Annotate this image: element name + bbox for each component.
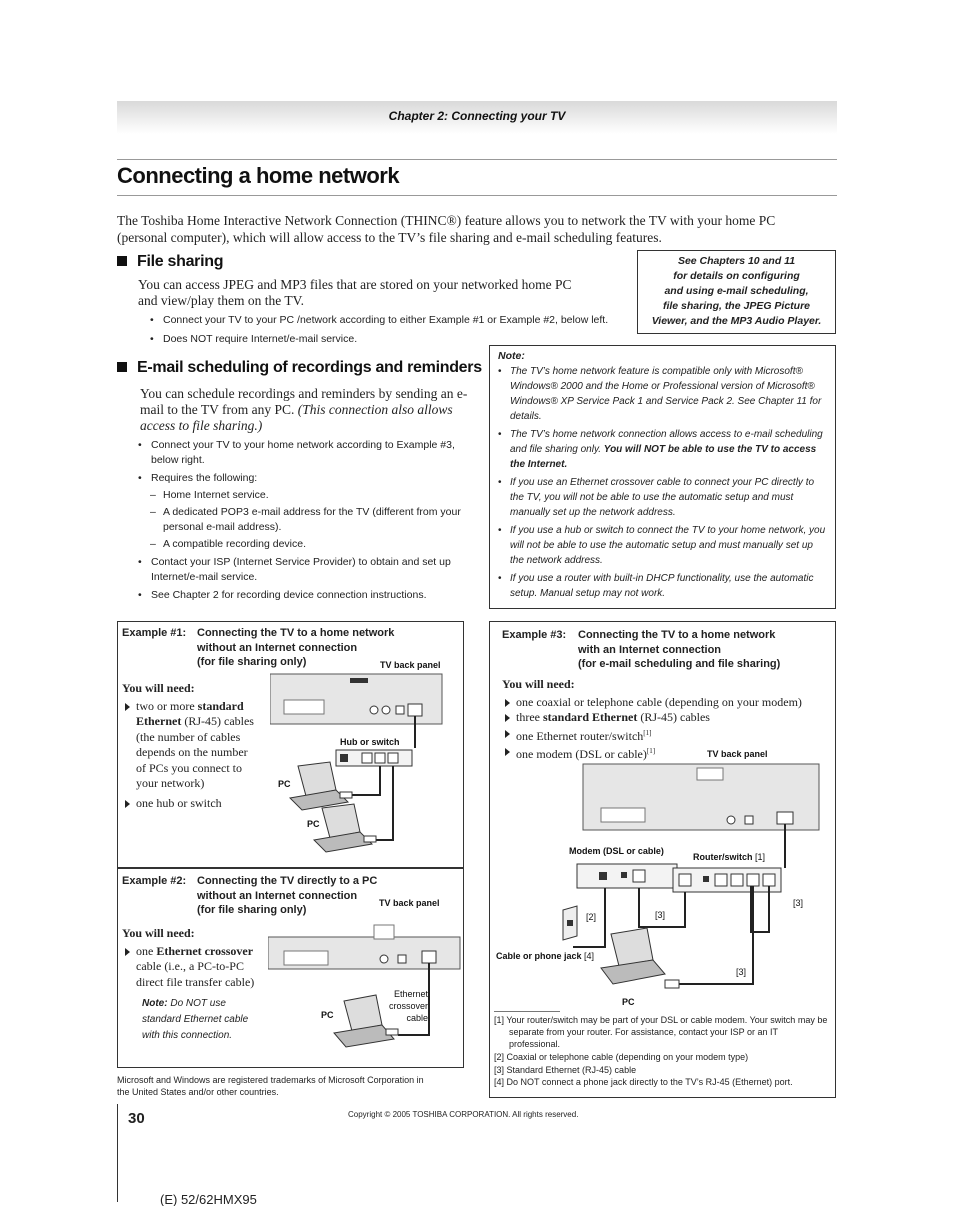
note-box (489, 345, 836, 609)
cable-jack-label: Cable or phone jack [4] (496, 951, 595, 961)
sidebox-line: and using e-mail scheduling, (664, 285, 809, 297)
footnote: [2] Coaxial or telephone cable (depending on your modem type) (494, 1052, 749, 1062)
example-3-title: Connecting the TV to a home network with an Internet connection (for e-mail scheduling and file sharing) (578, 629, 781, 670)
list-item: – A compatible recording device. (150, 537, 468, 552)
footer-rule (117, 1104, 118, 1202)
file-sharing-bullets (150, 313, 630, 347)
pc-label: PC (622, 997, 635, 1007)
pc-label: PC (321, 1010, 334, 1020)
note-item: • If you use a hub or switch to connect the TV to your home network, you will not be able to use the automatic setup and must manually set up the network address. (498, 523, 827, 568)
title-rule-bottom (117, 195, 837, 196)
list-item: – Home Internet service. (150, 488, 468, 503)
email-bullets (138, 438, 468, 603)
page-number: 30 (128, 1110, 145, 1127)
list-item: two or more standard Ethernet (RJ-45) cables (the number of cables depends on the number of PCs you connect to your network) (122, 699, 257, 792)
list-item: one modem (DSL or cable)[1] (502, 744, 832, 763)
list-item: one hub or switch (122, 796, 257, 812)
list-item: • Requires the following: (138, 471, 468, 486)
example-2-label: Example #2: (122, 875, 187, 887)
title-rule-top (117, 159, 837, 160)
footnotes (494, 1014, 830, 1088)
list-item: • Connect your TV to your home network according to Example #3, below right. (138, 438, 468, 468)
modem-icon (577, 864, 677, 888)
example-2-diagram (268, 915, 463, 1065)
ref-label: [3] (793, 898, 804, 908)
tv-back-panel-icon (270, 674, 442, 724)
example-1-diagram (270, 670, 460, 860)
router-icon (673, 868, 781, 892)
note-item: • The TV’s home network feature is compatible only with Microsoft® Windows® 2000 and the Home or Professional version of Microsoft® Windows® XP Service Pack 1 and Service Pack 2. See Chapter 11 for details. (498, 364, 827, 424)
list-item: – A dedicated POP3 e-mail address for the TV (different from your personal e-mail address). (150, 505, 468, 535)
intro-paragraph: The Toshiba Home Interactive Network Connection (THINC®) feature allows you to network the TV with your home PC (personal computer), which will allow access to the TV’s file sharing and e-mail scheduling features. (117, 213, 776, 245)
footnote: [3] Standard Ethernet (RJ-45) cable (494, 1065, 637, 1075)
note-item: • The TV’s home network connection allows access to e-mail scheduling and file sharing only. You will NOT be able to use the TV to access the Internet. (498, 427, 827, 472)
example-1-title: Connecting the TV to a home network without an Internet connection (for file sharing only) (197, 627, 395, 668)
laptop-icon (290, 762, 352, 810)
pc-label: PC (307, 819, 320, 829)
sidebox-line: for details on configuring (673, 270, 800, 282)
list-item: • See Chapter 2 for recording device connection instructions. (138, 588, 468, 603)
square-bullet-icon (117, 256, 127, 266)
chapters-reference-box (637, 250, 836, 334)
example-3-needs: You will need: one coaxial or telephone cable (depending on your modem) three standard Ethernet (RJ-45) cables one Ethernet router/switch[1] one modem (DSL or cable)[1] (502, 677, 832, 763)
ref-label: [3] (736, 967, 747, 977)
laptop-icon (601, 928, 679, 988)
list-item: three standard Ethernet (RJ-45) cables (502, 710, 832, 726)
list-item: one coaxial or telephone cable (depending on your modem) (502, 695, 832, 711)
tv-back-panel-label: TV back panel (380, 660, 441, 670)
example-1-needs: You will need: two or more standard Ethernet (RJ-45) cables (the number of cables depends on the number of PCs you connect to your network) one hub or switch (122, 681, 257, 811)
example-1-label: Example #1: (122, 627, 187, 639)
note-heading: Note: (498, 350, 525, 362)
hub-label: Hub or switch (340, 737, 400, 747)
list-item: • Connect your TV to your PC /network according to either Example #1 or Example #2, below left. (150, 313, 630, 328)
email-text: You can schedule recordings and reminders by sending an e-mail to the TV from any PC. (This connection also allows access to file sharing.) (140, 386, 468, 433)
crossover-note: Note: Do NOT use standard Ethernet cable with this connection. (142, 998, 249, 1041)
list-item: one Ethernet router/switch[1] (502, 726, 832, 745)
footnote: [4] Do NOT connect a phone jack directly to the TV’s RJ-45 (Ethernet) port. (494, 1077, 793, 1087)
square-bullet-icon (117, 362, 127, 372)
trademark-note: Microsoft and Windows are registered trademarks of Microsoft Corporation in the United States and/or other countries. (117, 1075, 424, 1097)
tv-back-panel-icon (268, 925, 460, 969)
list-item: one Ethernet crossover cable (i.e., a PC-to-PC direct file transfer cable) (122, 944, 264, 991)
file-sharing-heading: File sharing (117, 253, 223, 271)
footnote: [1] Your router/switch may be part of your DSL or cable modem. Your switch may be separate from your router. For assistance, contact your ISP or an IT professional. (494, 1015, 828, 1049)
modem-label: Modem (DSL or cable) (569, 846, 664, 856)
copyright: Copyright © 2005 TOSHIBA CORPORATION. All rights reserved. (348, 1110, 579, 1119)
footnote-rule (494, 1011, 560, 1012)
hub-icon (336, 750, 412, 766)
page-title: Connecting a home network (117, 163, 400, 188)
example-2-needs: You will need: one Ethernet crossover cable (i.e., a PC-to-PC direct file transfer cable) Note: Do NOT use standard Ethernet cable with this connection. (122, 926, 264, 1044)
sidebox-line: file sharing, the JPEG Picture (662, 300, 811, 312)
sidebox-line: See Chapters 10 and 11 (677, 255, 796, 267)
tv-back-panel-label: TV back panel (707, 749, 768, 759)
crossover-cable-label: Ethernet crossover cable (388, 989, 428, 1023)
router-label: Router/switch [1] (693, 852, 766, 862)
example-3-diagram (555, 762, 825, 997)
list-item: • Contact your ISP (Internet Service Provider) to obtain and set up Internet/e-mail service. (138, 555, 468, 585)
example-2-title: Connecting the TV directly to a PC without an Internet connection (for file sharing only) (197, 875, 378, 916)
file-sharing-text: You can access JPEG and MP3 files that are stored on your networked home PC and view/play them on the TV. (138, 277, 572, 308)
wall-jack-icon (563, 906, 577, 940)
pc-label: PC (278, 779, 291, 789)
model-number: (E) 52/62HMX95 (160, 1192, 257, 1206)
laptop-icon (334, 995, 398, 1047)
laptop-icon (314, 804, 376, 852)
note-item: • If you use a router with built-in DHCP functionality, use the automatic setup. Manual setup may not work. (498, 571, 827, 601)
tv-back-panel-label: TV back panel (379, 898, 440, 908)
email-scheduling-heading: E-mail scheduling of recordings and reminders (117, 359, 482, 377)
ref-label: [3] (655, 910, 666, 920)
example-3-label: Example #3: (502, 629, 567, 641)
note-item: • If you use an Ethernet crossover cable to connect your PC directly to the TV, you will not be able to use the automatic setup and must manually set up the network address. (498, 475, 827, 520)
tv-back-panel-icon (583, 764, 819, 830)
ref-label: [2] (586, 912, 597, 922)
sidebox-line: Viewer, and the MP3 Audio Player. (651, 315, 822, 327)
list-item: • Does NOT require Internet/e-mail service. (150, 332, 630, 347)
chapter-header: Chapter 2: Connecting your TV (388, 109, 566, 123)
